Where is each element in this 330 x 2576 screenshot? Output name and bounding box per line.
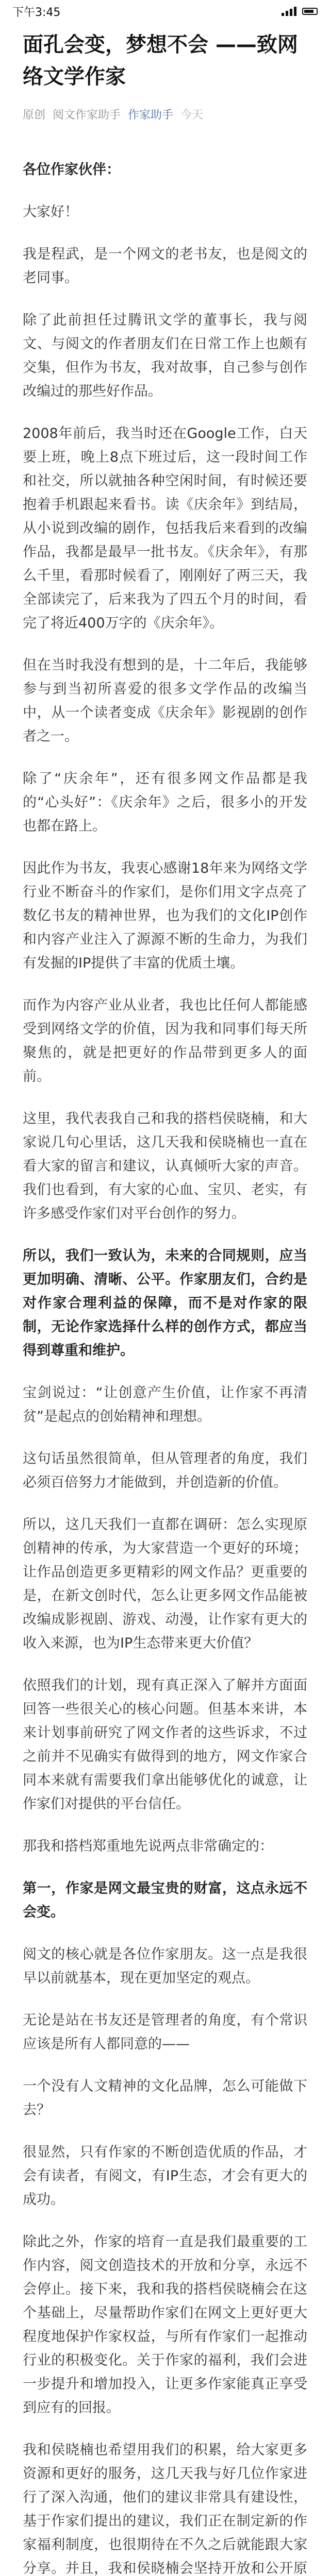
- status-indicators: [282, 7, 318, 16]
- column-name: 阅文作家助手: [53, 109, 121, 122]
- author-link[interactable]: 作家助手: [128, 109, 174, 122]
- article-meta: [23, 106, 307, 122]
- article-paragraph: 这里，我代表我自己和我的搭档侯晓楠，和大家说几句心里话，这几天我和侯晓楠也一直在看大家的留言和建议，认真倾听大家的声音。我们也看到，有大家的心血、宝贝、老实，有许多感受作家们对平台创作的努力。: [23, 1111, 307, 1222]
- article-paragraph: 第一，作家是网文最宝贵的财富，这点永远不会变。: [23, 1880, 307, 1920]
- article-paragraph: 很显然，只有作家的不断创造优质的作品，才会有读者，有阅文，有IP生态，才会有更大的成功。: [23, 2144, 307, 2208]
- status-bar: [0, 0, 330, 23]
- original-tag: 原创: [23, 109, 46, 122]
- article-paragraph: 那我和搭档郑重地先说两点非常确定的：: [23, 1838, 273, 1854]
- publish-date: 今天: [180, 109, 204, 122]
- article-paragraph: 宝剑说过：“让创意产生价值，让作家不再清贫”是起点的创始精神和理想。: [23, 1385, 307, 1425]
- battery-icon: [302, 8, 318, 15]
- article-paragraph: 除了“庆余年”，还有很多网文作品都是我的“心头好”：《庆余年》之后，很多小的开发也都在路上。: [23, 771, 307, 834]
- article-paragraph: 而作为内容产业从业者，我也比任何人都能感受到网络文学的价值，因为我和同事们每天所聚焦的，就是把更好的作品带到更多人的面前。: [23, 997, 307, 1084]
- article-paragraph: 我和侯晓楠也希望用我们的积累，给大家更多资源和更好的服务，这几天我与好几位作家进行了深入沟通，他们的建议非常具有建设性，基于作家们提出的建议，我们正在制定新的作家福利制度，也很期待在不久之后就能跟大家分享。并且，我和侯晓楠会坚持开放和公开原: [23, 2442, 307, 2576]
- article-paragraph: 但在当时我没有想到的是，十二年后，我能够参与到当初所喜爱的很多文学作品的改编当中，从一个读者变成《庆余年》影视剧的创作者之一。: [23, 657, 307, 744]
- article-paragraph: 除此之外，作家的培育一直是我们最重要的工作内容，阅文创造技术的开放和分享，永远不会停止。接下来，我和我的搭档侯晓楠会在这个基础上，尽量帮助作家们在网文上更好更大程度地保护作家权益，与所有作家们一起推动行业的积极变化。关于作家的福利，我们会进一步提升和增加投入，让更多作家能真正享受到应有的回报。: [23, 2234, 307, 2416]
- article-paragraph: 除了此前担任过腾讯文学的董事长，我与阅文、与阅文的作者朋友们在日常工作上也颇有交集，但作为书友，我对故事，自己参与创作改编过的那些好作品。: [23, 312, 307, 399]
- article-paragraph: 依照我们的计划，现有真正深入了解并方面面回答一些很关心的核心问题。但基本来讲，本来计划事前研究了网文作者的这些诉求，不过之前并不见确实有做得到的地方，网文作家合同本来就有需要我们拿出能够优化的诚意，让作家们对提供的平台信任。: [23, 1677, 307, 1812]
- article-paragraph: 因此作为书友，我衷心感谢18年来为网络文学行业不断奋斗的作家们，是你们用文字点亮了数亿书友的精神世界，也为我们的文化IP创作和内容产业注入了源源不断的生命力，为我们有发掘的IP提供了丰富的优质土壤。: [23, 860, 307, 971]
- article-paragraph: 2008年前后，我当时还在Google工作，白天要上班，晚上8点下班过后，这一段时间工作和社交，所以就抽各种空闲时间，有时候还要抱着手机跟起来看书。读《庆余年》到结局，从小说到改编的剧作，包括我后来看到的改编作品，我都是最早一批书友。《庆余年》，有那么千里，看那时候看了，刚刚好了两三天，我全部读完了，后来我为了四五个月的时间，看完了将近400万字的《庆余年》。: [23, 426, 307, 631]
- article: [23, 29, 307, 2576]
- article-paragraph: 所以，这几天我们一直都在调研：怎么实现原创精神的传承，为大家营造一个更好的环境；让作品创造更多更精彩的网文作品？更重要的是，在新文创时代，怎么让更多网文作品能被改编成影视剧、游戏、动漫，让作家有更大的收入来源，也为IP生态带来更大价值？: [23, 1517, 307, 1651]
- article-body: [23, 158, 307, 2576]
- article-paragraph: 无论是站在书友还是管理者的角度，有个常识应该是所有人都同意的——: [23, 2012, 307, 2052]
- article-paragraph: 一个没有人文精神的文化品牌，怎么可能做下去？: [23, 2078, 307, 2118]
- signal-icon: [282, 7, 297, 16]
- article-paragraph: 各位作家伙伴：: [23, 162, 120, 178]
- article-paragraph: 这句话虽然很简单，但从管理者的角度，我们必须百倍努力才能做到，并创造新的价值。: [23, 1451, 307, 1490]
- status-time: 下午3:45: [12, 6, 61, 19]
- article-paragraph: 所以，我们一致认为，未来的合同规则，应当更加明确、清晰、公平。作家朋友们，合约是对作家合理利益的保障，而不是对作家的限制，无论作家选择什么样的创作方式，都应当得到尊重和维护。: [23, 1248, 307, 1359]
- article-paragraph: 大家好！: [23, 204, 78, 220]
- article-title: 面孔会变，梦想不会 ——致网络文学作家: [23, 33, 298, 89]
- article-paragraph: 阅文的核心就是各位作家朋友。这一点是我很早以前就基本，现在更加坚定的观点。: [23, 1946, 307, 1986]
- article-paragraph: 我是程武，是一个网文的老书友，也是阅文的老同事。: [23, 246, 307, 286]
